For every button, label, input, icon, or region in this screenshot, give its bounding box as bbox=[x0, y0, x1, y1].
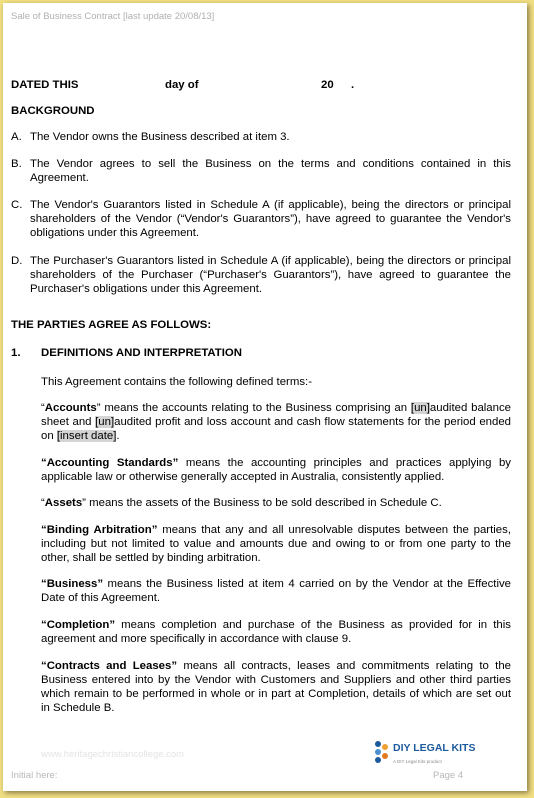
year-label: 20 bbox=[321, 79, 334, 91]
running-header: Sale of Business Contract [last update 20/08/13] bbox=[11, 11, 215, 22]
document-page bbox=[3, 3, 527, 791]
initial-here-label: Initial here: bbox=[11, 770, 58, 781]
watermark: www.heritagechristiancollege.com bbox=[41, 749, 185, 760]
definition-completion bbox=[41, 618, 511, 646]
definition-text: . bbox=[116, 430, 120, 442]
open-quote: “ bbox=[41, 402, 45, 414]
definition-text: means completion and purchase of the Business as provided for in this agreement and more specifically in accordance with clause 9. bbox=[41, 619, 511, 645]
definition-text: means the Business listed at item 4 carried on by the Vendor at the Effective Date of this Agreement. bbox=[41, 578, 511, 604]
definition-accounting-standards bbox=[41, 456, 511, 484]
day-of-label: day of bbox=[165, 79, 199, 91]
section-number: 1. bbox=[11, 347, 21, 359]
definition-accounts bbox=[41, 401, 511, 443]
term-business: “Business” bbox=[41, 578, 104, 590]
definitions-intro: This Agreement contains the following defined terms:- bbox=[41, 376, 312, 388]
recital-label-d: D. bbox=[11, 255, 23, 267]
recital-label-c: C. bbox=[11, 199, 23, 211]
term-accounts: Accounts bbox=[44, 402, 97, 414]
logo-tagline: A DIY Legal Kits product bbox=[393, 759, 442, 764]
section-title: DEFINITIONS AND INTERPRETATION bbox=[41, 347, 243, 359]
placeholder-un: [un] bbox=[95, 416, 115, 428]
definition-text: means the assets of the Business to be sold described in Schedule C. bbox=[85, 497, 442, 509]
logo-mark-icon bbox=[371, 739, 393, 765]
dated-this-label: DATED THIS bbox=[11, 79, 79, 91]
definition-text: audited balance sheet and bbox=[41, 402, 512, 428]
page-number: Page 4 bbox=[433, 770, 464, 781]
term-completion: “Completion” bbox=[41, 619, 116, 631]
term-binding-arbitration: “Binding Arbitration” bbox=[41, 524, 158, 536]
recital-text-a: The Vendor owns the Business described at item 3. bbox=[30, 131, 290, 143]
term-assets: Assets bbox=[44, 497, 83, 509]
definition-text: means the accounts relating to the Business comprising an bbox=[100, 402, 411, 414]
definition-binding-arbitration bbox=[41, 523, 511, 565]
term-accounting-standards: “Accounting Standards” bbox=[41, 457, 179, 469]
definition-text: audited profit and loss account and cash flow statements for the period ended on bbox=[41, 416, 511, 442]
recital-label-a: A. bbox=[11, 131, 22, 143]
parties-heading: THE PARTIES AGREE AS FOLLOWS: bbox=[11, 319, 212, 331]
placeholder-insert-date: [insert date] bbox=[56, 430, 117, 442]
logo-name: DIY LEGAL KITS bbox=[393, 742, 476, 754]
definition-business bbox=[41, 577, 511, 605]
background-heading: BACKGROUND bbox=[11, 105, 95, 117]
recital-label-b: B. bbox=[11, 158, 22, 170]
recital-text-b: The Vendor agrees to sell the Business on the terms and conditions contained in this Agreement. bbox=[30, 158, 511, 184]
diy-legal-kits-logo bbox=[371, 739, 486, 769]
definition-assets bbox=[41, 496, 511, 510]
recital-text-c: The Vendor's Guarantors listed in Schedule A (if applicable), being the directors or principal shareholders of the Vendor (“Vendor's Guarantors”), have agreed to guarantee the Vendor's obligations under this Agreement. bbox=[30, 199, 511, 239]
close-quote: ” bbox=[82, 497, 86, 509]
term-contracts-and-leases: “Contracts and Leases” bbox=[41, 660, 178, 672]
close-quote: ” bbox=[96, 402, 101, 414]
open-quote: “ bbox=[41, 497, 45, 509]
definition-contracts-and-leases bbox=[41, 659, 511, 715]
definition-text: means the accounting principles and practices applying by applicable law or otherwise generally accepted in Australia, consistently applied. bbox=[41, 457, 511, 483]
definition-text: means that any and all unresolvable disputes between the parties, including but not limited to value and amounts due and owing to or from one party to the other, shall be settled by binding arbitration. bbox=[41, 524, 511, 564]
placeholder-un: [un] bbox=[410, 402, 430, 414]
definition-text: means all contracts, leases and commitments relating to the Business entered into by the Vendor with Customers and Suppliers and other third parties which remain to be performed in whole or in part at Completion, details of which are set out in Schedule B. bbox=[41, 660, 511, 714]
recital-text-d: The Purchaser's Guarantors listed in Schedule A (if applicable), being the directors or principal shareholders of the Purchaser (“Purchaser's Guarantors”), have agreed to guarantee the Purchaser's obligations under this Agreement. bbox=[30, 255, 511, 295]
dated-dot: . bbox=[351, 79, 355, 91]
